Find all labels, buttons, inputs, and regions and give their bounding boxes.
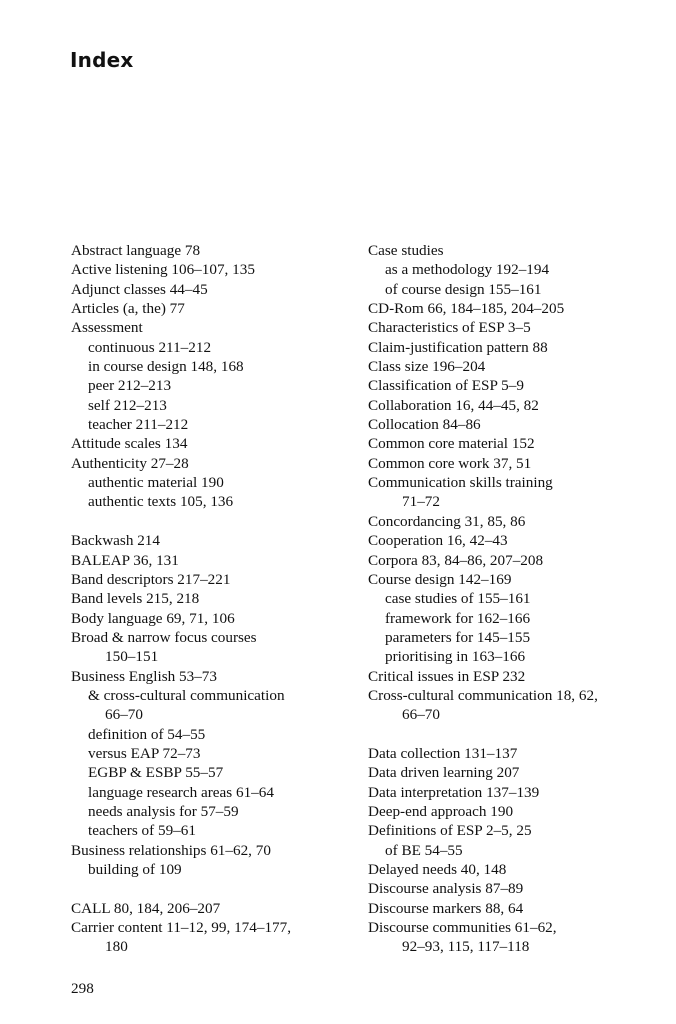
index-entry: Collaboration 16, 44–45, 82 bbox=[368, 396, 539, 414]
section-gap bbox=[71, 879, 361, 898]
index-entry: Business English 53–73 bbox=[71, 667, 217, 685]
index-entry: Discourse markers 88, 64 bbox=[368, 899, 524, 917]
index-subentry: language research areas 61–64 bbox=[88, 783, 274, 801]
index-subentry: & cross-cultural communication bbox=[88, 686, 285, 704]
index-subentry: EGBP & ESBP 55–57 bbox=[88, 764, 224, 782]
index-entry: Business relationships 61–62, 70 bbox=[71, 841, 271, 859]
index-subentry: in course design 148, 168 bbox=[88, 358, 244, 376]
index-entry: Cooperation 16, 42–43 bbox=[368, 532, 508, 550]
index-subentry: authentic material 190 bbox=[88, 474, 224, 492]
section-gap bbox=[71, 512, 361, 531]
index-entry: Backwash 214 bbox=[71, 532, 160, 550]
index-subentry: of BE 54–55 bbox=[385, 841, 463, 859]
index-subentry: teacher 211–212 bbox=[88, 416, 189, 434]
index-entry: CALL 80, 184, 206–207 bbox=[71, 899, 221, 917]
index-subentry: authentic texts 105, 136 bbox=[88, 493, 234, 511]
index-entry: Band descriptors 217–221 bbox=[71, 570, 231, 588]
index-entry: Adjunct classes 44–45 bbox=[71, 280, 208, 298]
index-subentry: framework for 162–166 bbox=[385, 609, 531, 627]
index-entry: Communication skills training bbox=[368, 474, 553, 492]
index-entry: Characteristics of ESP 3–5 bbox=[368, 319, 531, 337]
index-entry-continuation: 71–72 bbox=[402, 493, 440, 511]
index-entry: Common core work 37, 51 bbox=[368, 454, 532, 472]
index-entry: Assessment bbox=[71, 319, 143, 337]
index-entry: Corpora 83, 84–86, 207–208 bbox=[368, 551, 544, 569]
index-subentry: case studies of 155–161 bbox=[385, 590, 531, 608]
index-entry: Classification of ESP 5–9 bbox=[368, 377, 524, 395]
index-entry: Discourse analysis 87–89 bbox=[368, 880, 524, 898]
index-entry: Articles (a, the) 77 bbox=[71, 300, 185, 318]
index-subentry: as a methodology 192–194 bbox=[385, 261, 550, 279]
index-entry: Common core material 152 bbox=[368, 435, 535, 453]
index-entry: Case studies bbox=[368, 242, 444, 259]
index-subentry: needs analysis for 57–59 bbox=[88, 802, 239, 820]
index-entry: Attitude scales 134 bbox=[71, 435, 188, 453]
index-entry: Broad & narrow focus courses bbox=[71, 628, 257, 646]
index-subentry: parameters for 145–155 bbox=[385, 628, 531, 646]
index-entry: Cross-cultural communication 18, 62, bbox=[368, 686, 598, 704]
index-subentry: definition of 54–55 bbox=[88, 725, 206, 743]
index-entry: BALEAP 36, 131 bbox=[71, 551, 179, 569]
index-entry-continuation: 92–93, 115, 117–118 bbox=[402, 938, 530, 956]
index-column-left bbox=[71, 241, 361, 957]
index-entry-continuation: 180 bbox=[105, 938, 128, 956]
index-subentry: building of 109 bbox=[88, 861, 182, 878]
index-entry: Data collection 131–137 bbox=[368, 744, 518, 762]
index-entry: Authenticity 27–28 bbox=[71, 454, 189, 472]
index-entry-continuation: 66–70 bbox=[105, 706, 143, 724]
index-entry: Concordancing 31, 85, 86 bbox=[368, 512, 526, 530]
index-entry: Course design 142–169 bbox=[368, 570, 512, 588]
index-subentry: continuous 211–212 bbox=[88, 338, 212, 356]
index-entry: Active listening 106–107, 135 bbox=[71, 261, 255, 279]
index-entry: Data interpretation 137–139 bbox=[368, 783, 540, 801]
section-gap bbox=[368, 725, 668, 744]
index-subentry: versus EAP 72–73 bbox=[88, 744, 201, 762]
index-entry: Data driven learning 207 bbox=[368, 764, 520, 782]
index-entry: Class size 196–204 bbox=[368, 358, 486, 376]
index-entry: Critical issues in ESP 232 bbox=[368, 667, 526, 685]
index-subentry: of course design 155–161 bbox=[385, 280, 542, 298]
index-subentry: self 212–213 bbox=[88, 396, 167, 414]
index-entry-continuation: 66–70 bbox=[402, 706, 440, 724]
index-column-right bbox=[368, 241, 668, 957]
index-subentry: peer 212–213 bbox=[88, 377, 172, 395]
page-title: Index bbox=[70, 48, 134, 72]
index-entry: Claim-justification pattern 88 bbox=[368, 338, 548, 356]
index-entry: Carrier content 11–12, 99, 174–177, bbox=[71, 919, 292, 937]
index-entry: Delayed needs 40, 148 bbox=[368, 861, 507, 878]
index-entry-continuation: 150–151 bbox=[105, 648, 159, 666]
page-number: 298 bbox=[71, 980, 94, 997]
index-subentry: teachers of 59–61 bbox=[88, 822, 196, 840]
index-subentry: prioritising in 163–166 bbox=[385, 648, 526, 666]
index-entry: Discourse communities 61–62, bbox=[368, 919, 557, 937]
index-entry: Band levels 215, 218 bbox=[71, 590, 200, 608]
index-entry: Collocation 84–86 bbox=[368, 416, 481, 434]
index-entry: CD-Rom 66, 184–185, 204–205 bbox=[368, 300, 565, 318]
index-entry: Abstract language 78 bbox=[71, 242, 201, 259]
index-entry: Definitions of ESP 2–5, 25 bbox=[368, 822, 532, 840]
index-entry: Body language 69, 71, 106 bbox=[71, 609, 235, 627]
index-entry: Deep-end approach 190 bbox=[368, 802, 514, 820]
